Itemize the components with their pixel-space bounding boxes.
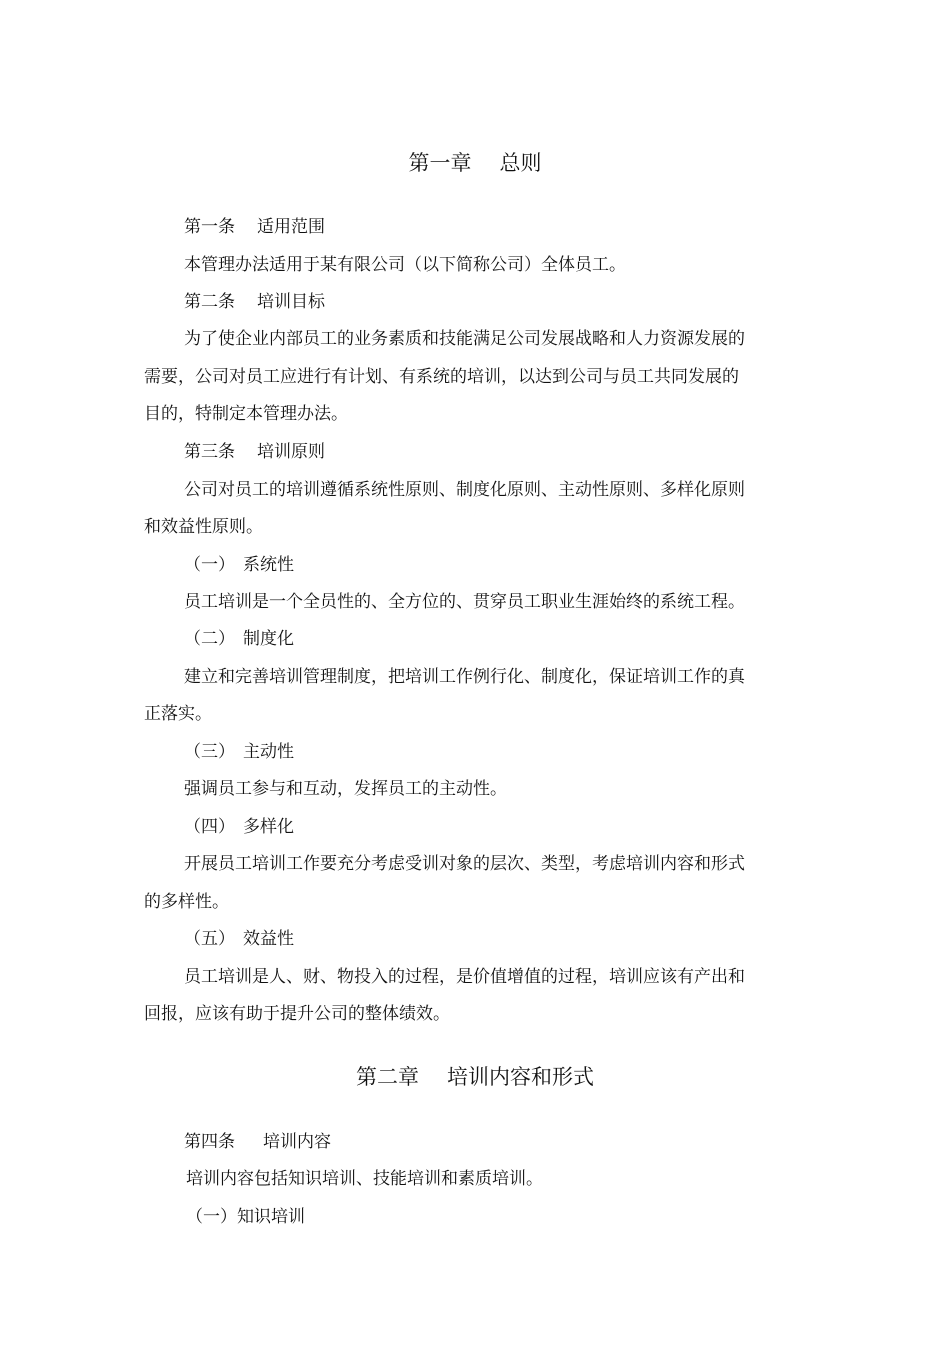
principle-4-heading xyxy=(184,816,294,838)
principle-title: 系统性 xyxy=(243,555,294,575)
article-4-heading xyxy=(184,1131,331,1153)
principle-2-body-line: 正落实。 xyxy=(144,704,212,724)
article-2-heading xyxy=(184,291,325,313)
chapter-1-number: 第一章 xyxy=(408,151,472,175)
article-3-body-line: 公司对员工的培训遵循系统性原则、制度化原则、主动性原则、多样化原则 xyxy=(184,480,745,500)
principle-number: （四） xyxy=(184,817,235,837)
principle-4-body-line: 开展员工培训工作要充分考虑受训对象的层次、类型，考虑培训内容和形式 xyxy=(184,854,745,874)
chapter-1-heading xyxy=(0,150,950,176)
chapter-2-number: 第二章 xyxy=(356,1065,419,1089)
principle-3-body-line: 强调员工参与和互动，发挥员工的主动性。 xyxy=(184,779,507,799)
principle-title: 多样化 xyxy=(243,817,294,837)
article-1-number: 第一条 xyxy=(184,217,235,237)
principle-title: 效益性 xyxy=(243,929,294,949)
article-4-title: 培训内容 xyxy=(263,1132,331,1152)
article-2-body-line: 目的，特制定本管理办法。 xyxy=(144,404,348,424)
principle-1-heading xyxy=(184,554,294,576)
principle-2-body-line: 建立和完善培训管理制度，把培训工作例行化、制度化，保证培训工作的真 xyxy=(184,667,745,687)
chapter-2-title: 培训内容和形式 xyxy=(447,1065,594,1089)
principle-number: （三） xyxy=(184,742,235,762)
principle-2-heading xyxy=(184,628,294,650)
article-2-body-line: 为了使企业内部员工的业务素质和技能满足公司发展战略和人力资源发展的 xyxy=(184,329,745,349)
principle-number: （五） xyxy=(184,929,235,949)
article-3-body-line: 和效益性原则。 xyxy=(144,517,263,537)
principle-1-body-line: 员工培训是一个全员性的、全方位的、贯穿员工职业生涯始终的系统工程。 xyxy=(184,592,745,612)
article-3-title: 培训原则 xyxy=(257,442,325,462)
article-2-number: 第二条 xyxy=(184,292,235,312)
article-1-heading xyxy=(184,216,325,238)
article-2-body-line: 需要，公司对员工应进行有计划、有系统的培训，以达到公司与员工共同发展的 xyxy=(144,367,739,387)
article-3-number: 第三条 xyxy=(184,442,235,462)
principle-title: 主动性 xyxy=(243,742,294,762)
principle-3-heading xyxy=(184,741,294,763)
principle-5-heading xyxy=(184,928,294,950)
article-1-body: 本管理办法适用于某有限公司（以下简称公司）全体员工。 xyxy=(184,255,626,275)
principle-number: （二） xyxy=(184,629,235,649)
article-4-subheading: （一）知识培训 xyxy=(186,1207,305,1227)
chapter-1-title: 总则 xyxy=(499,151,542,175)
article-2-title: 培训目标 xyxy=(257,292,325,312)
principle-number: （一） xyxy=(184,555,235,575)
principle-4-body-line: 的多样性。 xyxy=(144,892,229,912)
principle-title: 制度化 xyxy=(243,629,294,649)
chapter-2-heading xyxy=(0,1064,950,1090)
article-3-heading xyxy=(184,441,325,463)
article-1-title: 适用范围 xyxy=(257,217,325,237)
principle-5-body-line: 回报，应该有助于提升公司的整体绩效。 xyxy=(144,1004,450,1024)
article-4-body: 培训内容包括知识培训、技能培训和素质培训。 xyxy=(186,1169,543,1189)
article-4-number: 第四条 xyxy=(184,1132,235,1152)
principle-5-body-line: 员工培训是人、财、物投入的过程，是价值增值的过程，培训应该有产出和 xyxy=(184,967,745,987)
